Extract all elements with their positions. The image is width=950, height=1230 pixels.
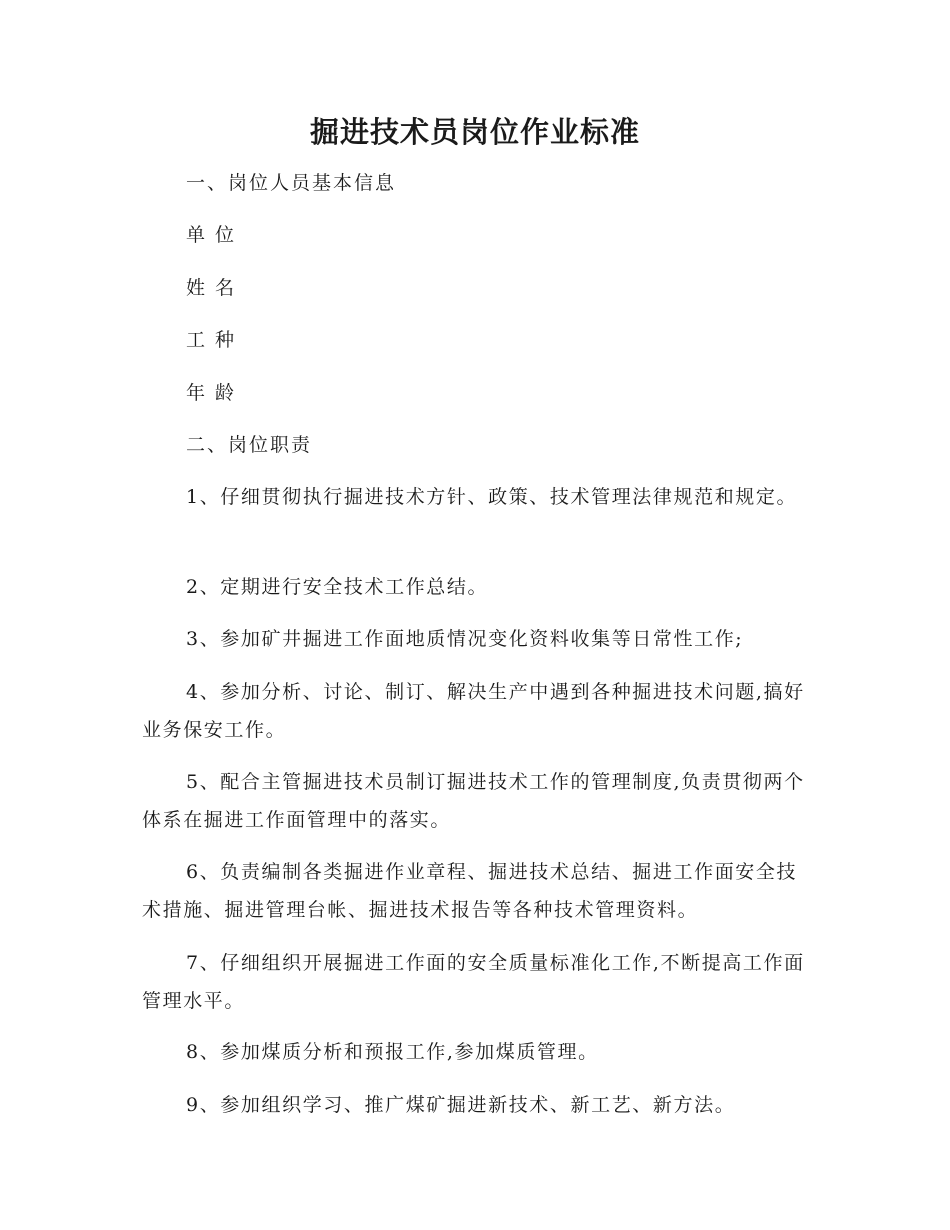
duty-item-8: 8、参加煤质分析和预报工作,参加煤质管理。 [186,1041,599,1063]
section1-heading: 一、岗位人员基本信息 [186,172,397,194]
duty-item-7: 7、仔细组织开展掘进工作面的安全质量标准化工作,不断提高工作面管理水平。 [142,952,805,1012]
duty-item-6: 6、负责编制各类掘进作业章程、掘进技术总结、掘进工作面安全技术措施、掘进管理台帐、掘进技术报告等各种技术管理资料。 [142,861,798,921]
field-unit: 单 位 [186,224,237,246]
field-job-type: 工 种 [186,329,237,351]
duty-item-9: 9、参加组织学习、推广煤矿掘进新技术、新工艺、新方法。 [186,1094,736,1116]
field-age: 年 龄 [186,382,237,404]
duty-item-3: 3、参加矿井掘进工作面地质情况变化资料收集等日常性工作; [186,628,744,650]
document-title: 掘进技术员岗位作业标准 [309,115,640,149]
field-name: 姓 名 [186,277,237,299]
duty-item-5: 5、配合主管掘进技术员制订掘进技术工作的管理制度,负责贯彻两个体系在掘进工作面管理中的落实。 [142,771,805,831]
section2-heading: 二、岗位职责 [186,434,313,456]
duty-item-1: 1、仔细贯彻执行掘进技术方针、政策、技术管理法律规范和规定。 [186,486,798,508]
duty-item-4: 4、参加分析、讨论、制订、解决生产中遇到各种掘进技术问题,搞好业务保安工作。 [142,681,805,741]
duty-item-2: 2、定期进行安全技术工作总结。 [186,576,489,598]
